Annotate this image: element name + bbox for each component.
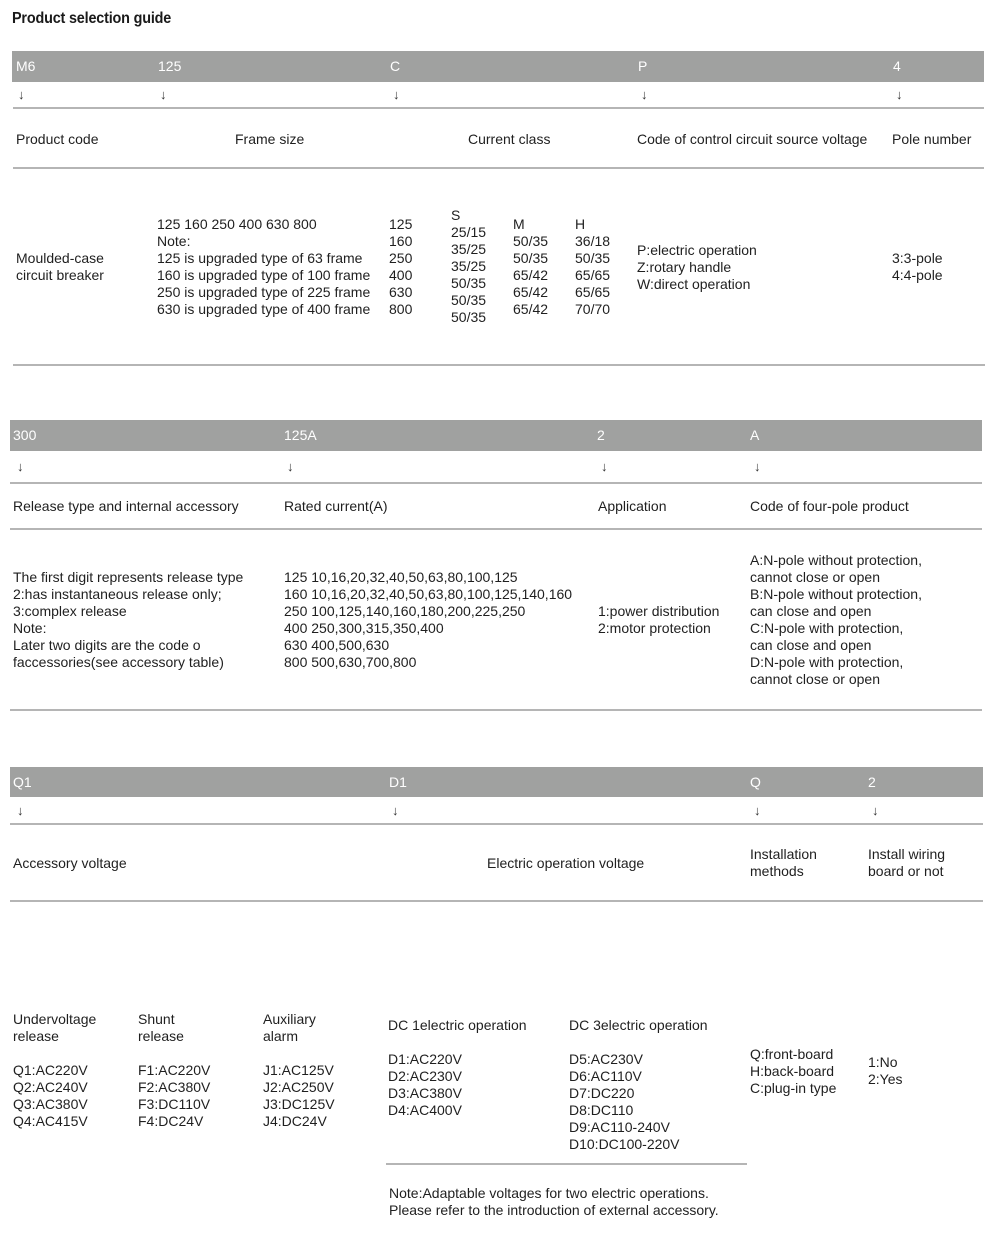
- arrow-down-icon: ↓: [641, 87, 648, 102]
- header-wiring-board: [868, 846, 945, 880]
- release-type-line: 2:has instantaneous release only;: [13, 586, 222, 602]
- control-voltage-desc: [637, 242, 757, 293]
- arrow-down-icon: ↓: [601, 459, 608, 474]
- group-title: DC 3electric operation: [569, 1017, 708, 1033]
- class-value: 35/25: [451, 241, 487, 257]
- class-value: 50/35: [513, 233, 549, 249]
- four-pole-line: cannot close or open: [750, 569, 880, 585]
- class-value: 50/35: [451, 292, 487, 308]
- divider: [10, 528, 982, 530]
- divider: [13, 167, 984, 169]
- application-option: 2:motor protection: [598, 620, 711, 636]
- voltage-option: J2:AC250V: [263, 1079, 334, 1095]
- code-pole-number: 4: [893, 58, 901, 74]
- code-frame-size: 125: [158, 58, 182, 74]
- header-line: methods: [750, 863, 804, 879]
- arrow-down-icon: ↓: [18, 87, 25, 102]
- pole-option: 3:3-pole: [892, 250, 943, 266]
- rated-current-line: 160 10,16,20,32,40,50,63,80,100,125,140,160: [284, 586, 573, 602]
- current-class-frames: [389, 216, 412, 318]
- divider: [386, 1163, 747, 1165]
- installation-option: C:plug-in type: [750, 1080, 837, 1096]
- code-bar-2: [10, 420, 982, 451]
- product-code-desc: [16, 250, 104, 284]
- voltage-option: Q2:AC240V: [13, 1079, 88, 1095]
- voltage-option: D3:AC380V: [388, 1085, 462, 1101]
- wiring-option: 2:Yes: [868, 1071, 903, 1087]
- header-current-class: Current class: [468, 131, 551, 147]
- voltage-option: J3:DC125V: [263, 1096, 335, 1112]
- frame-value: 630: [389, 284, 413, 300]
- code-wiring-board: 2: [868, 774, 876, 790]
- rated-current-line: 250 100,125,140,160,180,200,225,250: [284, 603, 526, 619]
- class-value: 65/65: [575, 284, 611, 300]
- class-value: 25/15: [451, 224, 487, 240]
- class-label: H: [575, 216, 586, 232]
- control-voltage-option: P:electric operation: [637, 242, 757, 258]
- header-accessory-voltage: Accessory voltage: [13, 855, 127, 871]
- undervoltage-release: [13, 1011, 96, 1130]
- code-release-type: 300: [13, 427, 37, 443]
- divider: [10, 482, 982, 484]
- rated-current-line: 630 400,500,630: [284, 637, 390, 653]
- frame-size-line: 630 is upgraded type of 400 frame: [157, 301, 371, 317]
- header-line: board or not: [868, 863, 944, 879]
- group-title: Auxiliary: [263, 1011, 316, 1027]
- group-title: alarm: [263, 1028, 299, 1044]
- release-type-line: Note:: [13, 620, 47, 636]
- release-type-line: faccessories(see accessory table): [13, 654, 224, 670]
- electric-operation-note: [389, 1185, 719, 1219]
- voltage-option: D6:AC110V: [569, 1068, 642, 1084]
- arrow-down-icon: ↓: [393, 87, 400, 102]
- header-line: Installation: [750, 846, 817, 862]
- frame-size-line: 250 is upgraded type of 225 frame: [157, 284, 371, 300]
- header-control-voltage: Code of control circuit source voltage: [637, 131, 868, 147]
- class-value: 50/35: [451, 275, 487, 291]
- header-pole-number: Pole number: [892, 131, 972, 147]
- application-option: 1:power distribution: [598, 603, 720, 619]
- arrow-down-icon: ↓: [392, 803, 399, 818]
- class-value: 35/25: [451, 258, 487, 274]
- four-pole-line: C:N-pole with protection,: [750, 620, 904, 636]
- four-pole-desc: [750, 552, 922, 688]
- frame-size-line: 125 160 250 400 630 800: [157, 216, 317, 232]
- divider: [13, 107, 984, 109]
- installation-methods: [750, 1046, 836, 1097]
- arrow-down-icon: ↓: [160, 87, 167, 102]
- header-rated-current: Rated current(A): [284, 498, 388, 514]
- header-electric-operation: Electric operation voltage: [487, 855, 645, 871]
- current-class-h: [575, 216, 610, 318]
- voltage-option: F3:DC110V: [138, 1096, 211, 1112]
- voltage-option: J1:AC125V: [263, 1062, 334, 1078]
- arrow-down-icon: ↓: [896, 87, 903, 102]
- divider: [13, 364, 985, 366]
- frame-value: 125: [389, 216, 413, 232]
- four-pole-line: can close and open: [750, 637, 872, 653]
- rated-current-line: 125 10,16,20,32,40,50,63,80,100,125: [284, 569, 518, 585]
- header-product-code: Product code: [16, 131, 99, 147]
- code-four-pole: A: [750, 427, 760, 443]
- group-title: release: [13, 1028, 59, 1044]
- class-value: 36/18: [575, 233, 611, 249]
- class-value: 65/42: [513, 267, 549, 283]
- header-release-type: Release type and internal accessory: [13, 498, 239, 514]
- voltage-option: D4:AC400V: [388, 1102, 462, 1118]
- class-value: 50/35: [513, 250, 549, 266]
- code-product: M6: [16, 58, 36, 74]
- frame-value: 250: [389, 250, 413, 266]
- control-voltage-option: W:direct operation: [637, 276, 751, 292]
- header-application: Application: [598, 498, 667, 514]
- code-control-voltage: P: [638, 58, 648, 74]
- code-accessory-voltage: Q1: [13, 774, 32, 790]
- release-type-line: Later two digits are the code o: [13, 637, 201, 653]
- four-pole-line: A:N-pole without protection,: [750, 552, 922, 568]
- wiring-option: 1:No: [868, 1054, 898, 1070]
- release-type-line: 3:complex release: [13, 603, 127, 619]
- voltage-option: Q3:AC380V: [13, 1096, 88, 1112]
- voltage-option: D2:AC230V: [388, 1068, 462, 1084]
- product-code-line: circuit breaker: [16, 267, 104, 283]
- class-value: 70/70: [575, 301, 611, 317]
- code-bar-3: [10, 767, 983, 797]
- voltage-option: D1:AC220V: [388, 1051, 462, 1067]
- code-installation: Q: [750, 774, 761, 790]
- header-installation: [750, 846, 817, 880]
- current-class-s: [451, 207, 486, 326]
- four-pole-line: cannot close or open: [750, 671, 880, 687]
- arrow-down-icon: ↓: [287, 459, 294, 474]
- group-title: release: [138, 1028, 184, 1044]
- dc1-electric-operation: [388, 1017, 527, 1119]
- divider: [10, 709, 982, 711]
- voltage-option: D10:DC100-220V: [569, 1136, 680, 1152]
- control-voltage-option: Z:rotary handle: [637, 259, 732, 275]
- four-pole-line: D:N-pole with protection,: [750, 654, 904, 670]
- voltage-option: Q1:AC220V: [13, 1062, 88, 1078]
- class-value: 65/65: [575, 267, 611, 283]
- code-rated-current: 125A: [284, 427, 317, 443]
- group-title: DC 1electric operation: [388, 1017, 527, 1033]
- page-title: Product selection guide: [12, 10, 172, 27]
- class-label: S: [451, 207, 461, 223]
- voltage-option: D5:AC230V: [569, 1051, 643, 1067]
- frame-value: 400: [389, 267, 413, 283]
- class-label: M: [513, 216, 525, 232]
- arrow-down-icon: ↓: [17, 803, 24, 818]
- product-code-line: Moulded-case: [16, 250, 104, 266]
- rated-current-line: 800 500,630,700,800: [284, 654, 417, 670]
- divider: [10, 900, 983, 902]
- installation-option: H:back-board: [750, 1063, 835, 1079]
- dc3-electric-operation: [569, 1017, 708, 1153]
- release-type-desc: [13, 569, 243, 671]
- arrow-down-icon: ↓: [754, 803, 761, 818]
- wiring-board-options: [868, 1054, 903, 1088]
- arrow-down-icon: ↓: [872, 803, 879, 818]
- note-line: Please refer to the introduction of external accessory.: [389, 1202, 719, 1218]
- frame-size-line: 125 is upgraded type of 63 frame: [157, 250, 363, 266]
- voltage-option: F1:AC220V: [138, 1062, 211, 1078]
- header-frame-size: Frame size: [235, 131, 305, 147]
- divider: [10, 823, 983, 825]
- frame-size-line: Note:: [157, 233, 191, 249]
- note-line: Note:Adaptable voltages for two electric operations.: [389, 1185, 709, 1201]
- arrow-down-icon: ↓: [754, 459, 761, 474]
- pole-option: 4:4-pole: [892, 267, 943, 283]
- voltage-option: Q4:AC415V: [13, 1113, 88, 1129]
- frame-value: 800: [389, 301, 413, 317]
- code-bar-1: [12, 51, 984, 82]
- group-title: Shunt: [138, 1011, 175, 1027]
- current-class-m: [513, 216, 548, 318]
- frame-size-desc: [157, 216, 370, 318]
- frame-size-line: 160 is upgraded type of 100 frame: [157, 267, 371, 283]
- release-type-line: The first digit represents release type: [13, 569, 244, 585]
- pole-number-desc: [892, 250, 943, 284]
- code-current-class: C: [390, 58, 401, 74]
- four-pole-line: B:N-pole without protection,: [750, 586, 922, 602]
- four-pole-line: can close and open: [750, 603, 872, 619]
- voltage-option: D9:AC110-240V: [569, 1119, 670, 1135]
- header-line: Install wiring: [868, 846, 946, 862]
- group-title: Undervoltage: [13, 1011, 97, 1027]
- voltage-option: F2:AC380V: [138, 1079, 211, 1095]
- frame-value: 160: [389, 233, 413, 249]
- code-electric-operation: D1: [389, 774, 407, 790]
- voltage-option: D8:DC110: [569, 1102, 634, 1118]
- voltage-option: D7:DC220: [569, 1085, 635, 1101]
- auxiliary-alarm: [263, 1011, 335, 1130]
- class-value: 65/42: [513, 284, 549, 300]
- rated-current-line: 400 250,300,315,350,400: [284, 620, 444, 636]
- header-four-pole: Code of four-pole product: [750, 498, 909, 514]
- class-value: 50/35: [575, 250, 611, 266]
- arrow-down-icon: ↓: [17, 459, 24, 474]
- application-desc: [598, 603, 719, 637]
- code-application: 2: [597, 427, 605, 443]
- class-value: 50/35: [451, 309, 487, 325]
- installation-option: Q:front-board: [750, 1046, 834, 1062]
- rated-current-desc: [284, 569, 572, 671]
- voltage-option: J4:DC24V: [263, 1113, 327, 1129]
- voltage-option: F4:DC24V: [138, 1113, 204, 1129]
- class-value: 65/42: [513, 301, 549, 317]
- shunt-release: [138, 1011, 210, 1130]
